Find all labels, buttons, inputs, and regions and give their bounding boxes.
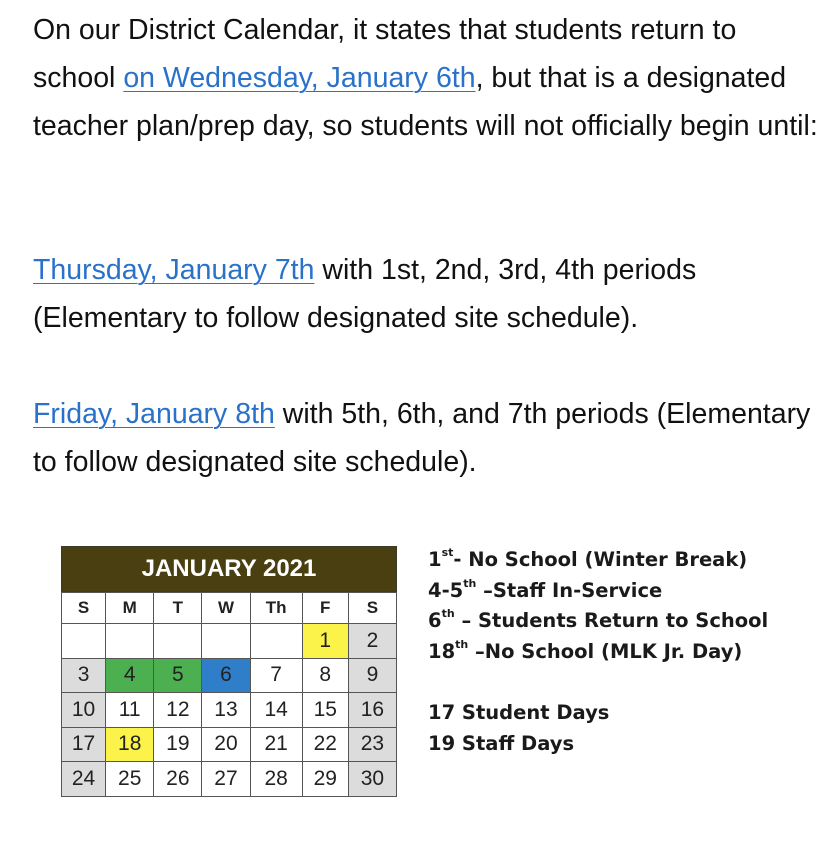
legend-text: - No School (Winter Break) <box>453 548 748 571</box>
day-cell: 7 <box>250 658 302 693</box>
weekday-label: S <box>62 593 106 624</box>
day-cell: 9 <box>348 658 396 693</box>
day-cell-in-service: 4 <box>106 658 154 693</box>
legend-date: 4-5 <box>428 578 464 602</box>
weekday-label: W <box>202 593 250 624</box>
day-cell-no-school: 18 <box>106 727 154 762</box>
day-cell: 13 <box>202 693 250 728</box>
legend-date: 18 <box>428 639 456 663</box>
calendar-legend <box>428 545 768 759</box>
staff-days-count: 19 Staff Days <box>428 731 575 755</box>
day-cell <box>250 624 302 659</box>
legend-text: –Staff In-Service <box>476 578 663 602</box>
day-cell: 2 <box>348 624 396 659</box>
legend-date: 6 <box>428 609 442 632</box>
legend-item-winter-break <box>428 545 768 576</box>
legend-item-mlk-day <box>428 637 768 668</box>
day-cell-students-return: 6 <box>202 658 250 693</box>
day-cell: 29 <box>302 762 348 797</box>
calendar-image <box>61 546 397 797</box>
weekday-header-row <box>62 593 397 624</box>
day-cell <box>62 624 106 659</box>
legend-suffix: th <box>463 576 477 590</box>
week-row <box>62 658 397 693</box>
day-cell <box>154 624 202 659</box>
calendar-grid <box>61 592 397 797</box>
day-cell: 21 <box>250 727 302 762</box>
weekday-label: S <box>348 593 396 624</box>
weekday-label: T <box>154 593 202 624</box>
day-cell: 17 <box>62 727 106 762</box>
day-cell: 20 <box>202 727 250 762</box>
legend-suffix: st <box>441 546 454 559</box>
week-row <box>62 693 397 728</box>
day-cell-in-service: 5 <box>154 658 202 693</box>
day-cell-no-school: 1 <box>302 624 348 659</box>
friday-paragraph <box>33 390 823 486</box>
day-cell: 30 <box>348 762 396 797</box>
legend-suffix: th <box>455 637 469 651</box>
day-cell: 15 <box>302 693 348 728</box>
day-cell: 16 <box>348 693 396 728</box>
day-cell <box>202 624 250 659</box>
day-cell: 27 <box>202 762 250 797</box>
day-cell: 26 <box>154 762 202 797</box>
student-days-count: 17 Student Days <box>428 701 610 724</box>
wednesday-link[interactable]: on Wednesday, January 6th <box>123 62 476 94</box>
legend-date: 1 <box>428 548 442 571</box>
week-row <box>62 762 397 797</box>
week-row <box>62 624 397 659</box>
thursday-text: with 1st, 2nd, 3rd, 4th periods (Elementary to follow designated site schedule). <box>33 254 697 334</box>
day-cell: 22 <box>302 727 348 762</box>
day-cell: 25 <box>106 762 154 797</box>
thursday-link[interactable]: Thursday, January 7th <box>33 254 315 286</box>
day-cell: 8 <box>302 658 348 693</box>
legend-item-in-service <box>428 576 768 607</box>
friday-link[interactable]: Friday, January 8th <box>33 398 275 430</box>
day-cell: 3 <box>62 658 106 693</box>
day-cell: 10 <box>62 693 106 728</box>
intro-text-b: , but that is a designated teacher plan/prep day, so students will not officially begin until: <box>33 62 818 142</box>
day-cell: 14 <box>250 693 302 728</box>
intro-paragraph <box>33 6 823 150</box>
day-cell: 11 <box>106 693 154 728</box>
calendar-title: JANUARY 2021 <box>61 546 397 592</box>
weekday-label: M <box>106 593 154 624</box>
legend-suffix: th <box>441 607 455 620</box>
weekday-label: Th <box>250 593 302 624</box>
intro-text-a: On our District Calendar, it states that students return to school <box>33 14 737 94</box>
day-cell: 24 <box>62 762 106 797</box>
day-cell: 23 <box>348 727 396 762</box>
legend-spacer <box>428 667 768 698</box>
legend-text: –No School (MLK Jr. Day) <box>468 639 743 663</box>
day-cell: 28 <box>250 762 302 797</box>
week-row <box>62 727 397 762</box>
thursday-paragraph <box>33 246 823 342</box>
friday-text: with 5th, 6th, and 7th periods (Elementary to follow designated site schedule). <box>33 398 811 478</box>
day-cell: 12 <box>154 693 202 728</box>
legend-item-students-return <box>428 606 768 637</box>
day-cell: 19 <box>154 727 202 762</box>
day-cell <box>106 624 154 659</box>
legend-text: – Students Return to School <box>454 609 769 632</box>
weekday-label: F <box>302 593 348 624</box>
